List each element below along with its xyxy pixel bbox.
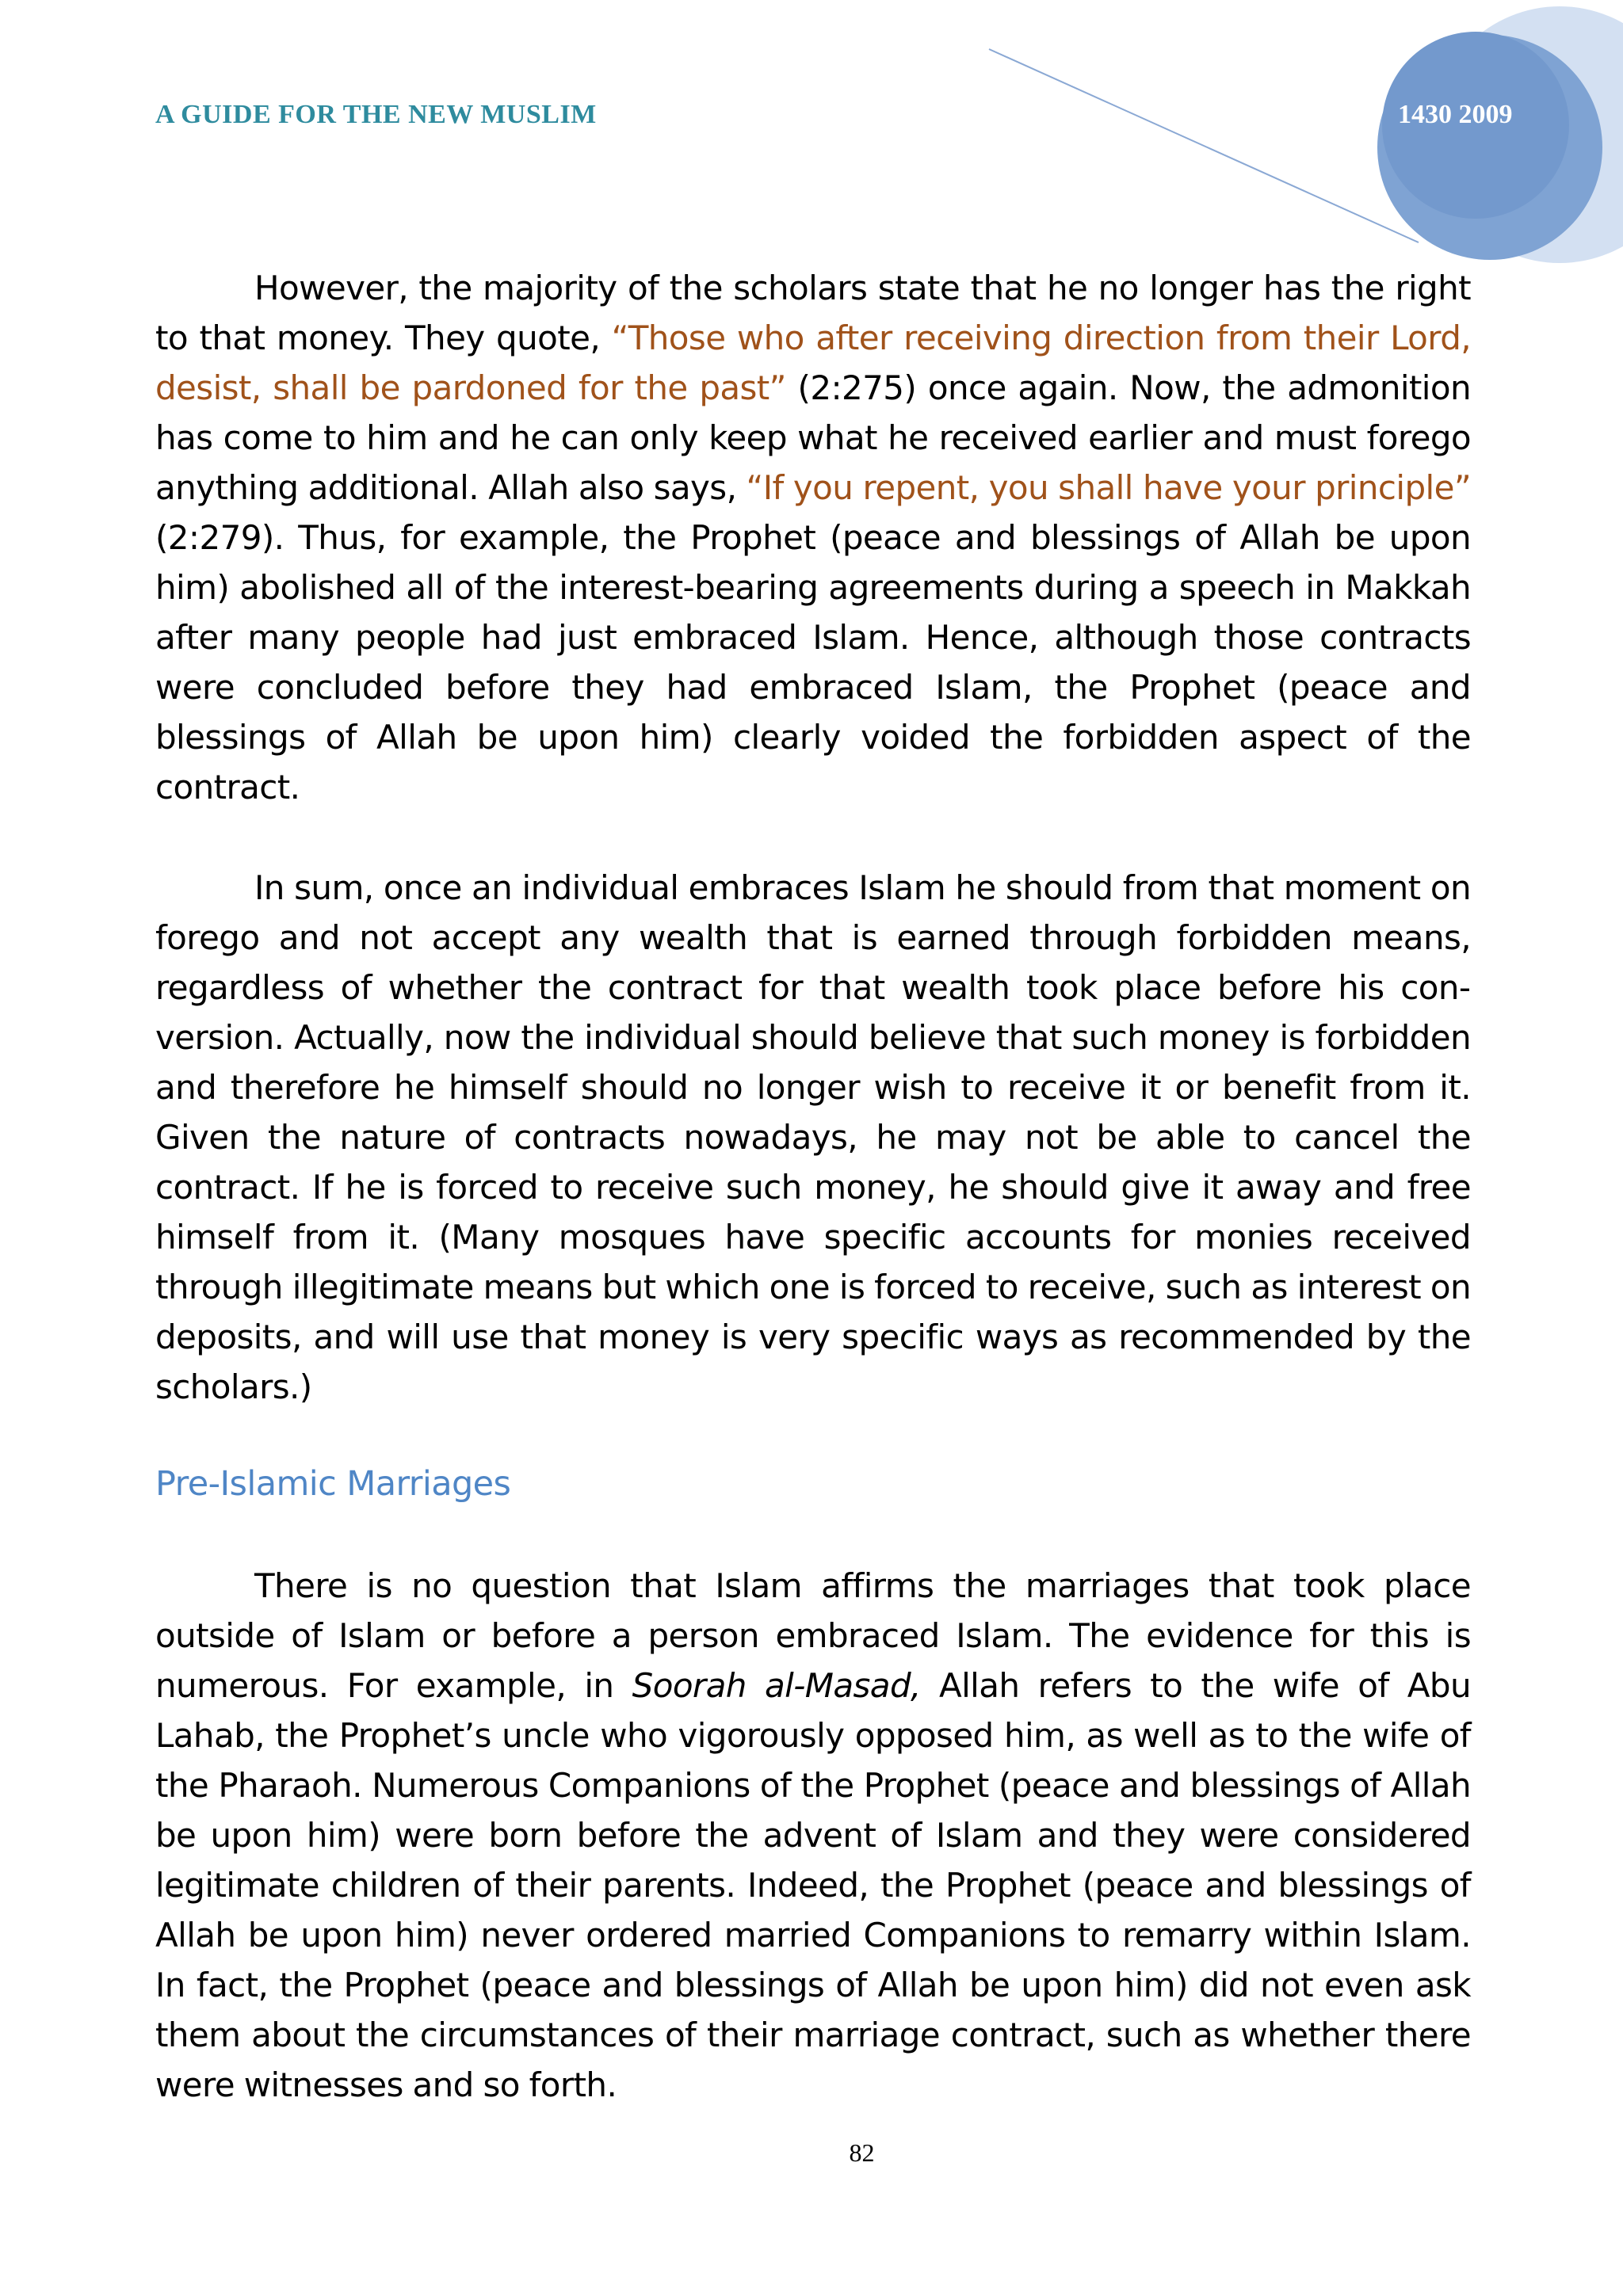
paragraph-1-text-a: However, the majority of the scholars state that he no longer has the right to that money. They quote, (155, 269, 1471, 357)
page-number: 82 (849, 2138, 875, 2167)
paragraph-3-text (155, 1561, 1471, 2110)
paragraph-1-text-c: (2:279). Thus, for example, the Prophet (peace and blessings of Allah be upon him) abolished all of the interest-bearing agreements during a speech in Makkah after many people had just embraced Islam. Hence, although those contracts were concluded before they had embraced Islam, the Prophet (peace and blessings of Allah be upon him) clearly voided the forbidden aspect of the contract. (155, 518, 1471, 807)
paragraph-1-text-b: (2:275) once again. Now, the admonition has come to him and he can only keep what he received earlier and must forego anything additional. Allah also says, (155, 368, 1471, 507)
paragraph-2-text: In sum, once an individual embraces Islam he should from that moment on forego and not accept any wealth that is earned through forbidden means, regardless of whether the contract for that wealth took place before his conversion. Actually, now the individual should believe that such money is forbidden and therefore he himself should no longer wish to receive it or benefit from it. Given the nature of contracts nowadays, he may not be able to cancel the contract. If he is forced to receive such money, he should give it away and free himself from it. (Many mosques have specific accounts for monies received through illegitimate means but which one is forced to receive, such as interest on deposits, and will use that money is very specific ways as recommended by the scholars.) (155, 868, 1471, 1406)
paragraph-1 (155, 263, 1471, 812)
paragraph-3-text-b: Allah refers to the wife of Abu Lahab, the Prophet’s uncle who vigorously opposed him, as well as to the wife of the Pharaoh. Numerous Companions of the Prophet (peace and blessings of Allah be upon him) were born before the advent of Islam and they were considered legitimate children of their parents. Indeed, the Prophet (peace and blessings of Allah be upon him) never ordered married Companions to remarry within Islam. In fact, the Prophet (peace and blessings of Allah be upon him) did not even ask them about the circumstances of their marriage contract, such as whether there were witnesses and so forth. (155, 1666, 1472, 2104)
paragraph-3 (155, 1561, 1471, 2110)
header-diagonal-line (989, 49, 1419, 242)
header-title: A GUIDE FOR THE NEW MUSLIM (155, 100, 597, 129)
section-heading: Pre-Islamic Marriages (155, 1464, 511, 1504)
header-year: 1430 2009 (1398, 100, 1513, 129)
quote-2-275: “Those who after receiving direction from their Lord, desist, shall be pardoned for the past” (155, 318, 1471, 407)
paragraph-2 (155, 863, 1471, 1412)
soorah-name: Soorah al-Masad, (632, 1666, 921, 1705)
paragraph-1-text (155, 263, 1471, 812)
quote-2-279: “If you repent, you shall have your principle” (746, 468, 1471, 507)
paragraph-3-text-a: There is no question that Islam affirms the marriages that took place outside of Islam or before a person embraced Islam. The evidence for this is numerous. For example, in (155, 1566, 1471, 1705)
header-decoration (0, 0, 1623, 269)
